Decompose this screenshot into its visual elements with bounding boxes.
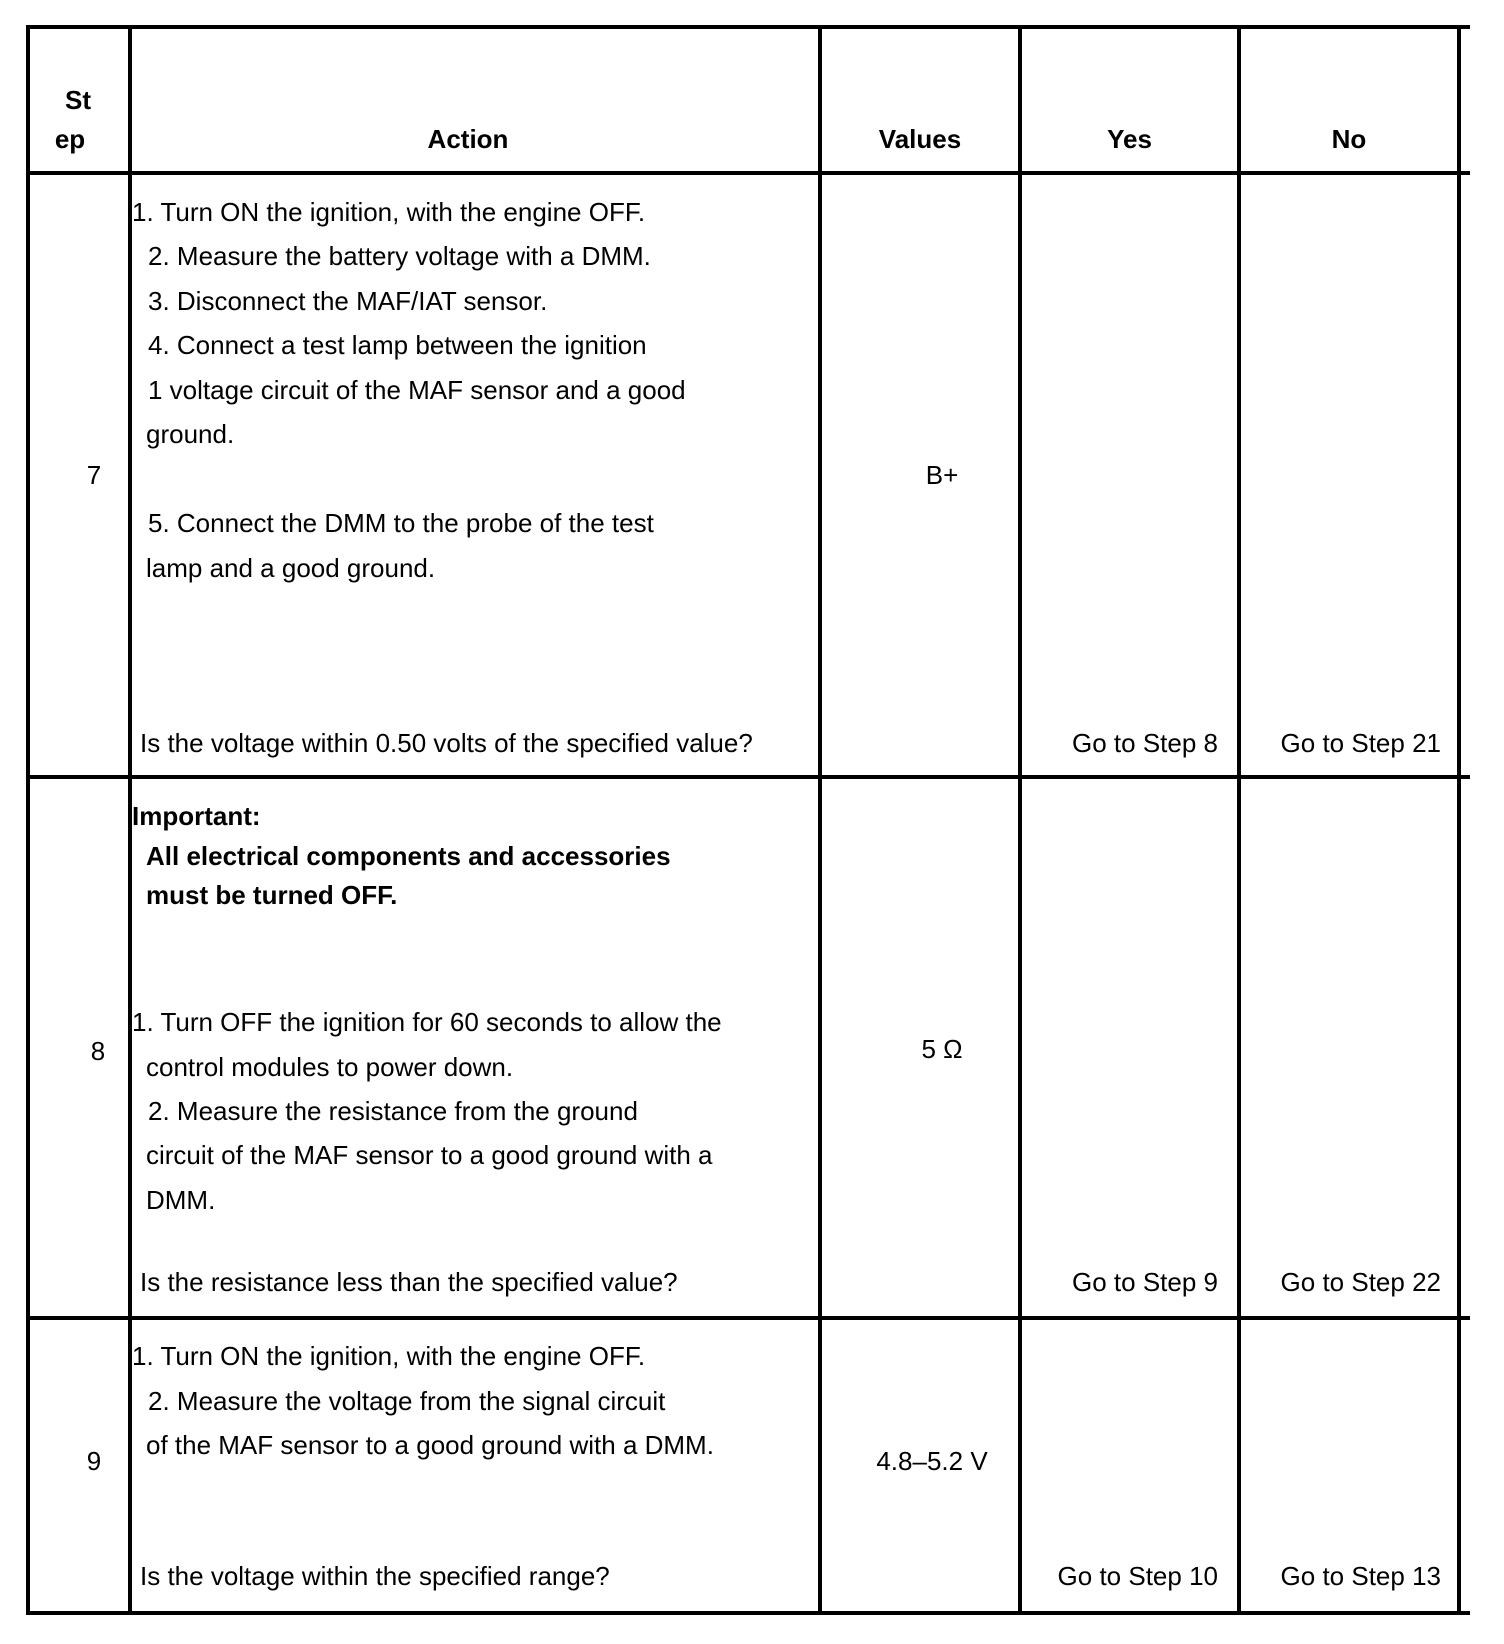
no-result: Go to Step 21	[1280, 728, 1441, 758]
action-line: control modules to power down.	[146, 1052, 514, 1082]
yes-result: Go to Step 9	[1072, 1267, 1218, 1297]
action-question: Is the voltage within the specified range?	[140, 1561, 610, 1591]
yes-result: Go to Step 10	[1057, 1561, 1218, 1591]
table-border-right	[1457, 25, 1461, 1615]
important-line: All electrical components and accessories	[146, 841, 671, 871]
header-step-line2: ep	[54, 124, 86, 154]
action-line: lamp and a good ground.	[146, 553, 436, 583]
value: B+	[925, 460, 959, 490]
no-result: Go to Step 13	[1280, 1561, 1441, 1591]
table-border-bottom	[26, 1611, 1470, 1615]
header-values: Values	[878, 124, 962, 154]
action-line: 1. Turn ON the ignition, with the engine OFF.	[132, 1341, 646, 1371]
step-number: 9	[86, 1446, 102, 1476]
action-line: 4. Connect a test lamp between the ignition	[148, 330, 647, 360]
header-divider	[26, 171, 1470, 175]
column-divider-action-values	[818, 25, 822, 1615]
yes-result: Go to Step 8	[1072, 728, 1218, 758]
action-line: 2. Measure the voltage from the signal circuit	[148, 1386, 666, 1416]
action-line: 3. Disconnect the MAF/IAT sensor.	[148, 286, 548, 316]
table-border-top	[26, 25, 1470, 29]
action-line: 5. Connect the DMM to the probe of the test	[148, 508, 654, 538]
value: 5 Ω	[921, 1034, 963, 1064]
action-line: of the MAF sensor to a good ground with a DMM.	[146, 1430, 714, 1460]
action-line: 1 voltage circuit of the MAF sensor and a good	[148, 375, 686, 405]
important-label: Important:	[132, 801, 261, 831]
action-line: DMM.	[146, 1185, 216, 1215]
action-question: Is the resistance less than the specified value?	[140, 1267, 678, 1297]
header-action: Action	[427, 124, 509, 154]
action-line: ground.	[146, 419, 235, 449]
row-divider-7-8	[26, 775, 1470, 779]
column-divider-yes-no	[1237, 25, 1241, 1615]
header-no: No	[1331, 124, 1367, 154]
header-yes: Yes	[1107, 124, 1152, 154]
step-number: 8	[90, 1036, 106, 1066]
action-line: 1. Turn OFF the ignition for 60 seconds to allow the	[132, 1007, 722, 1037]
column-divider-values-yes	[1018, 25, 1022, 1615]
important-line: must be turned OFF.	[146, 880, 398, 910]
header-step-line1: St	[65, 85, 91, 115]
no-result: Go to Step 22	[1280, 1267, 1441, 1297]
action-question: Is the voltage within 0.50 volts of the specified value?	[140, 728, 753, 758]
step-number: 7	[86, 460, 102, 490]
table-border-left	[26, 25, 30, 1615]
row-divider-8-9	[26, 1316, 1470, 1320]
action-line: 1. Turn ON the ignition, with the engine OFF.	[132, 197, 646, 227]
action-line: 2. Measure the battery voltage with a DMM.	[148, 241, 651, 271]
action-line: circuit of the MAF sensor to a good ground with a	[146, 1140, 713, 1170]
action-line: 2. Measure the resistance from the ground	[148, 1096, 638, 1126]
value: 4.8–5.2 V	[876, 1446, 988, 1476]
